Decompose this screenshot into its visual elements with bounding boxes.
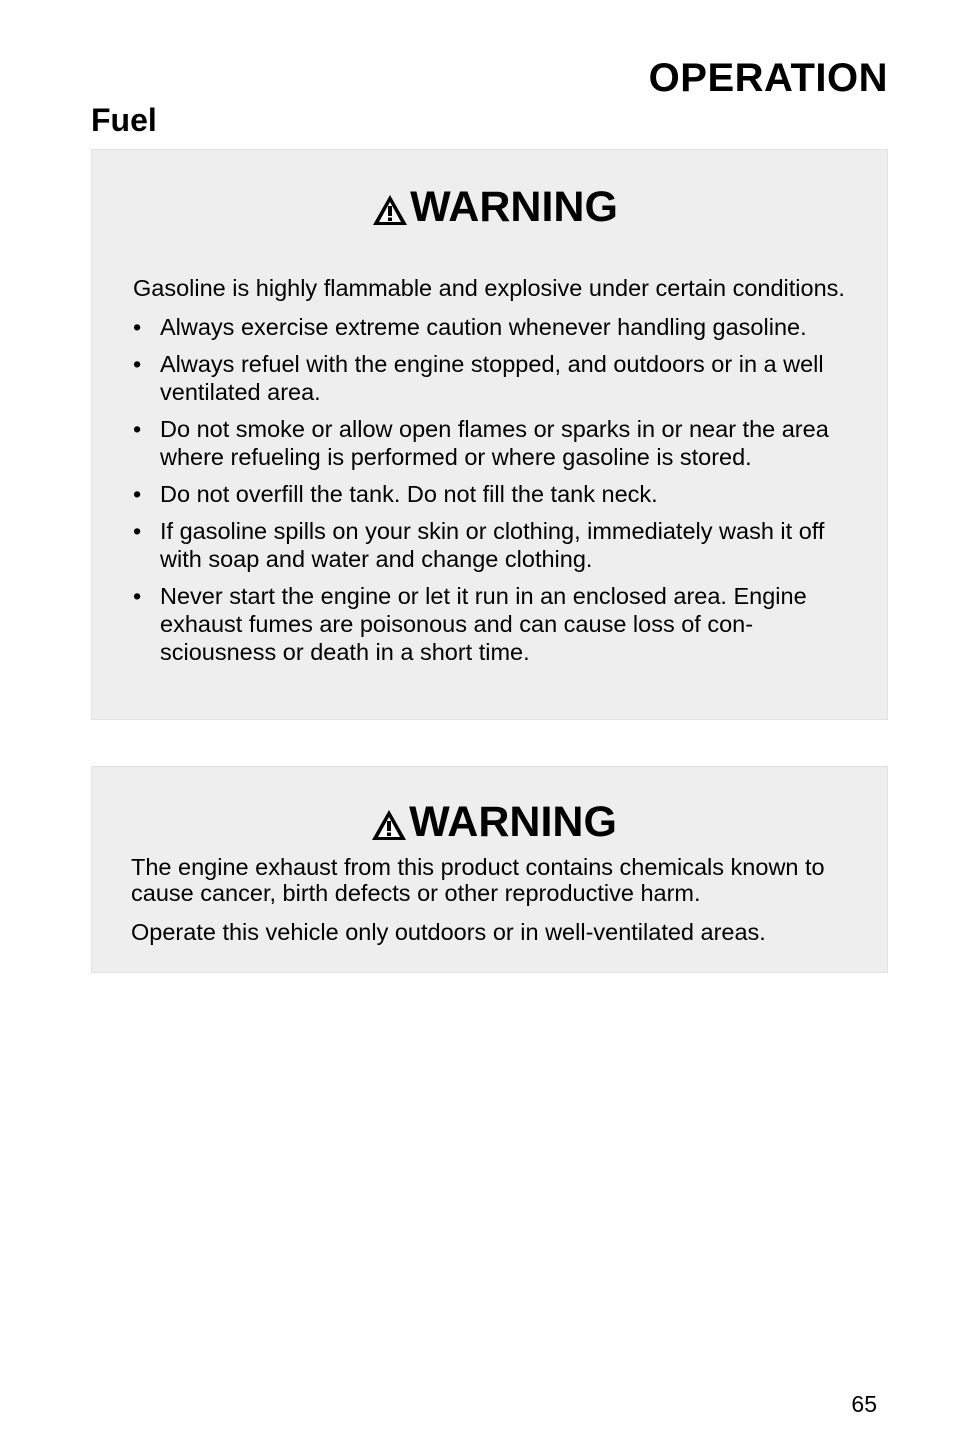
warning-triangle-icon (372, 194, 408, 226)
warning-heading (133, 183, 857, 231)
warning-triangle-icon (371, 809, 407, 841)
warning-heading (131, 798, 857, 846)
subsection-title: Fuel (91, 102, 157, 138)
bullet-item: • Never start the engine or let it run in an enclosed area. Engine exhaust fumes are poisonous and can cause loss of con-sciousness or death in a short time. (133, 582, 857, 666)
warning-paragraph: Operate this vehicle only outdoors or in well-ventilated areas. (131, 919, 766, 945)
section-title: OPERATION (648, 56, 888, 100)
warning-title: WARNING (410, 183, 618, 231)
fuel-warning-box (91, 149, 888, 720)
bullet-item: • If gasoline spills on your skin or clothing, immediately wash it off with soap and water and change clothing. (133, 517, 857, 573)
exhaust-warning-box (91, 766, 888, 973)
bullet-item: • Always exercise extreme caution whenever handling gasoline. (133, 313, 857, 341)
warning-title: WARNING (409, 798, 617, 846)
page-number: 65 (851, 1391, 877, 1417)
warning-paragraph: The engine exhaust from this product contains chemicals known to cause cancer, birth defects or other reproductive harm. (131, 854, 825, 906)
warning-intro: Gasoline is highly flammable and explosive under certain conditions. (133, 275, 845, 301)
bullet-item: • Do not smoke or allow open flames or sparks in or near the area where refueling is performed or where gasoline is stored. (133, 415, 857, 471)
bullet-item: • Do not overfill the tank. Do not fill the tank neck. (133, 480, 857, 508)
warning-bullet-list (133, 313, 857, 666)
bullet-item: • Always refuel with the engine stopped, and outdoors or in a well ventilated area. (133, 350, 857, 406)
